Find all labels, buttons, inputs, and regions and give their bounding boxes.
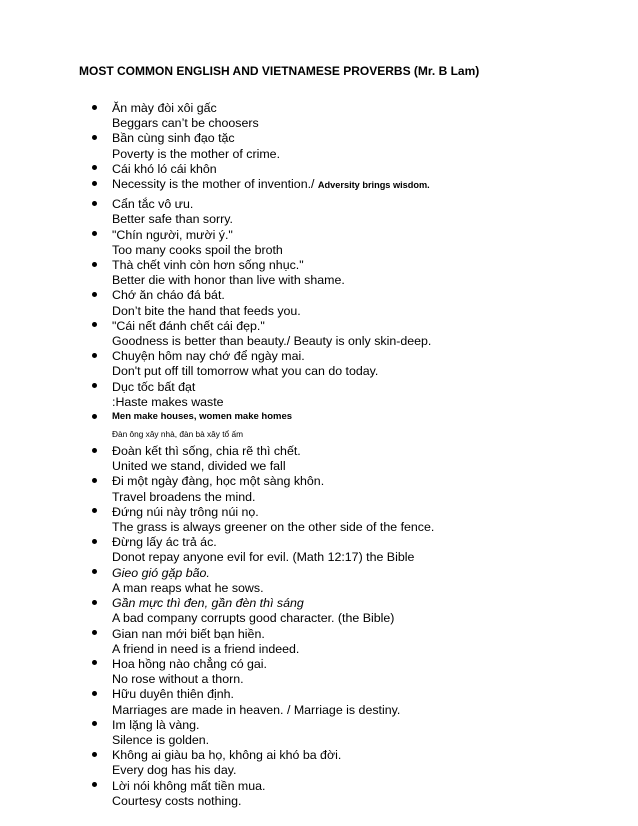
proverb-en: Beggars can’t be choosers (112, 116, 259, 131)
bullet-icon (92, 600, 97, 605)
proverb-vn: Ăn mày đòi xôi gấc (112, 101, 217, 115)
page-title: MOST COMMON ENGLISH AND VIETNAMESE PROVERBS (Mr. B Lam) (79, 64, 480, 78)
list-item (92, 627, 612, 657)
list-item (92, 687, 612, 717)
proverb-vn: Chớ ăn cháo đá bát. (112, 288, 225, 303)
list-item (92, 258, 612, 288)
proverb-en: A bad company corrupts good character. (the Bible) (112, 611, 395, 626)
proverb-vn: Hữu duyên thiên định. (112, 687, 234, 702)
bullet-icon (92, 181, 97, 186)
proverb-en: Courtesy costs nothing. (112, 793, 242, 808)
bullet-icon (92, 353, 97, 358)
bullet-icon (92, 721, 97, 726)
proverb-vn: Hoa hồng nào chẳng có gai. (112, 656, 268, 671)
proverb-vn (112, 177, 612, 193)
list-item (92, 748, 612, 778)
proverb-vn: Gian nan mới biết bạn hiền. (112, 626, 265, 641)
proverb-extra: Adversity brings wisdom. (317, 180, 430, 191)
list-item (92, 162, 612, 177)
list-item (92, 410, 612, 442)
bullet-icon (92, 292, 97, 297)
proverb-en: Donot repay anyone evil for evil. (Math 12:17) the Bible (112, 550, 415, 565)
bullet-icon (92, 383, 97, 388)
proverb-vn: Chuyện hôm nay chớ để ngày mai. (112, 349, 305, 364)
list-item (92, 474, 612, 504)
proverb-vn: Đoàn kết thì sống, chia rẽ thì chết. (112, 444, 301, 459)
proverb-vn: Đứng núi này trông núi nọ. (112, 504, 259, 519)
proverb-vn: Cái khó ló cái khôn (112, 161, 217, 176)
proverb-en: Don't put off till tomorrow what you can do today. (112, 364, 379, 379)
list-item (92, 319, 612, 349)
bullet-icon (92, 630, 97, 635)
proverb-en: Better safe than sorry. (112, 212, 233, 227)
proverb-en: Too many cooks spoil the broth (112, 242, 283, 257)
proverb-vn: Đàn ông xây nhà, đàn bà xây tổ ấm (112, 429, 243, 440)
bullet-icon (92, 322, 97, 327)
proverb-en: Marriages are made in heaven. / Marriage is destiny. (112, 702, 401, 717)
bullet-icon (92, 752, 97, 757)
proverb-vn: Đừng lấy ác trả ác. (112, 535, 217, 550)
proverb-en: Every dog has his day. (112, 763, 237, 778)
list-item (92, 349, 612, 379)
proverb-en: United we stand, divided we fall (112, 459, 286, 474)
proverb-vn: "Chín người, mười ý." (112, 227, 233, 242)
bullet-icon (92, 414, 97, 419)
bullet-icon (92, 691, 97, 696)
proverb-en: Better die with honor than live with shame. (112, 273, 345, 288)
bullet-icon (92, 135, 97, 140)
proverb-en: The grass is always greener on the other side of the fence. (112, 520, 435, 535)
proverb-vn: Dục tốc bất đạt (112, 379, 196, 394)
list-item (92, 131, 612, 161)
proverb-vn: "Cái nết đánh chết cái đẹp." (112, 318, 265, 333)
bullet-icon (92, 508, 97, 513)
proverb-en: Silence is golden. (112, 732, 210, 747)
bullet-icon (92, 448, 97, 453)
bullet-icon (92, 569, 97, 574)
proverb-vn: Gieo gió gặp bão. (112, 565, 210, 580)
list-item (92, 197, 612, 227)
proverb-en: Poverty is the mother of crime. (112, 146, 281, 161)
list-item (92, 596, 612, 626)
list-item (92, 657, 612, 687)
proverb-vn: Im lặng là vàng. (112, 717, 200, 732)
bullet-icon (92, 660, 97, 665)
proverb-vn: Thà chết vinh còn hơn sống nhục." (112, 258, 304, 273)
proverb-vn: Cẩn tắc vô ưu. (112, 197, 194, 212)
list-item (92, 101, 612, 131)
proverb-en: Travel broadens the mind. (112, 489, 256, 504)
list-item (92, 177, 612, 193)
list-item (92, 444, 612, 474)
proverb-vn: Không ai giàu ba họ, không ai khó ba đời. (112, 748, 342, 763)
list-item (92, 505, 612, 535)
list-item (92, 380, 612, 410)
list-item (92, 535, 612, 565)
proverb-vn: Bần cùng sinh đạo tặc (112, 131, 235, 146)
bullet-icon (92, 231, 97, 236)
proverb-en: A friend in need is a friend indeed. (112, 641, 300, 656)
list-item (92, 288, 612, 318)
proverb-en: Don’t bite the hand that feeds you. (112, 303, 301, 318)
bullet-icon (92, 165, 97, 170)
proverb-en: Goodness is better than beauty./ Beauty is only skin-deep. (112, 334, 432, 349)
bullet-icon (92, 201, 97, 206)
proverb-en: A man reaps what he sows. (112, 580, 264, 595)
bullet-icon (92, 105, 97, 110)
proverb-vn: Gần mực thì đen, gần đèn thì sáng (112, 596, 304, 611)
list-item (92, 779, 612, 809)
bullet-icon (92, 478, 97, 483)
proverb-vn: Đi một ngày đàng, học một sàng khôn. (112, 474, 325, 489)
proverb-list (92, 101, 612, 809)
bullet-icon (92, 782, 97, 787)
bullet-icon (92, 262, 97, 267)
proverb-en-inline: Necessity is the mother of invention./ (112, 177, 318, 192)
bullet-icon (92, 539, 97, 544)
proverb-en: :Haste makes waste (112, 394, 224, 409)
proverb-en: No rose without a thorn. (112, 672, 244, 687)
proverb-vn: Lời nói không mất tiền mua. (112, 778, 266, 793)
list-item (92, 718, 612, 748)
proverb-en: Men make houses, women make homes (112, 411, 293, 423)
list-item (92, 228, 612, 258)
list-item (92, 566, 612, 596)
